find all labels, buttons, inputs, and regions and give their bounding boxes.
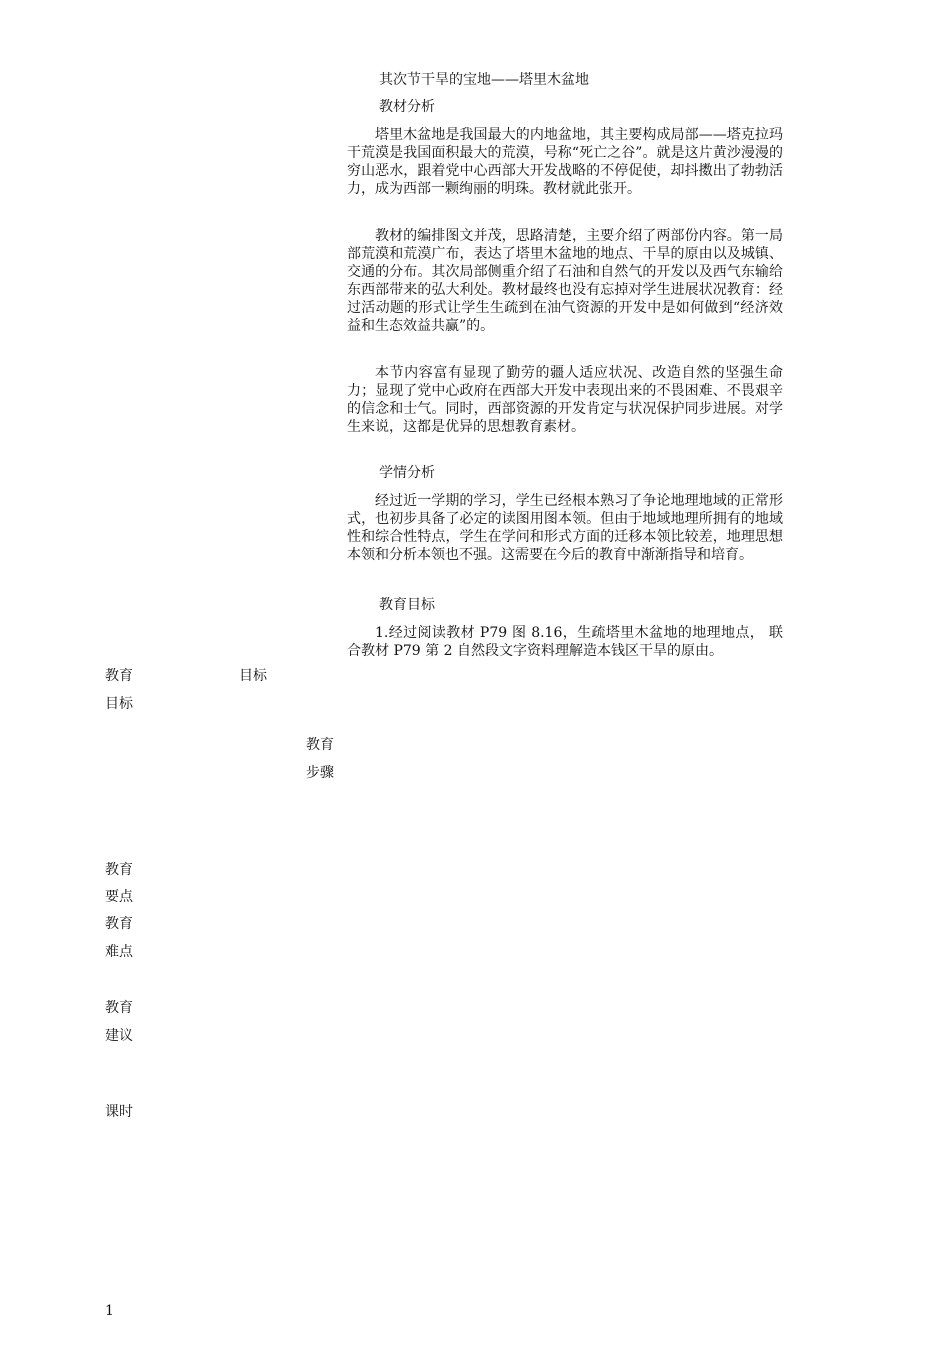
page-number: 1 [105, 1303, 114, 1319]
label-suggestion-2: 建议 [105, 1028, 133, 1044]
paragraph-textbook-structure [347, 227, 783, 335]
label-steps-1: 教育 [306, 737, 334, 753]
paragraph-text: 本节内容富有显现了勤劳的疆人适应状况、改造自然的坚强生命力；显现了党中心政府在西部大开发中表现出来的不畏困难、不畏艰辛的信念和士气。同时，西部资源的开发肯定与状况保护同步进展。对学生来说，这都是优异的思想教育素材。 [347, 365, 783, 435]
label-difficulty-2: 难点 [105, 944, 133, 960]
document-title: 其次节干旱的宝地——塔里木盆地 [379, 72, 589, 88]
label-goal-b: 目标 [105, 696, 133, 712]
paragraph-textbook-value [347, 364, 783, 436]
label-suggestion-1: 教育 [105, 1000, 133, 1016]
label-key-1: 教育 [105, 862, 133, 878]
paragraph-goal-1 [347, 624, 783, 660]
label-goal-a1: 教育 [105, 668, 133, 684]
label-key-2: 要点 [105, 889, 133, 905]
section-heading-teaching-goals: 教育目标 [379, 597, 435, 613]
paragraph-text: 经过近一学期的学习，学生已经根本熟习了争论地理地域的正常形式，也初步具备了必定的读图用图本领。但由于地域地理所拥有的地域性和综合性特点，学生在学问和形式方面的迁移本领比较差，地理思想本领和分析本领也不强。这需要在今后的教育中渐渐指导和培育。 [347, 493, 783, 563]
section-heading-student-analysis: 学情分析 [379, 465, 435, 481]
paragraph-text: 塔里木盆地是我国最大的内地盆地，其主要构成局部——塔克拉玛干荒漠是我国面积最大的荒漠，号称“死亡之谷”。就是这片黄沙漫漫的穷山恶水，跟着党中心西部大开发战略的不停促使，却抖擞出了勃勃活力，成为西部一颗绚丽的明珠。教材就此张开。 [347, 127, 783, 197]
paragraph-student-analysis [347, 492, 783, 564]
section-heading-textbook-analysis: 教材分析 [379, 99, 435, 115]
label-steps-2: 步骤 [306, 765, 334, 781]
label-goal-a2: 目标 [239, 668, 267, 684]
paragraph-text: 教材的编排图文并茂，思路清楚，主要介绍了两部份内容。第一局部荒漠和荒漠广布，表达了塔里木盆地的地点、干旱的原由以及城镇、交通的分布。其次局部侧重介绍了石油和自然气的开发以及西气东输给东西部带来的弘大利处。教材最终也没有忘掉对学生进展状况教育：经过活动题的形式让学生生疏到在油气资源的开发中是如何做到“经济效益和生态效益共赢”的。 [347, 228, 783, 334]
paragraph-text: 1.经过阅读教材 P79 图 8.16，生疏塔里木盆地的地理地点， 联合教材 P79 第 2 自然段文字资料理解造本钱区干旱的原由。 [347, 625, 783, 659]
paragraph-textbook-intro [347, 126, 783, 198]
label-class-hours: 课时 [105, 1104, 133, 1120]
label-difficulty-1: 教育 [105, 916, 133, 932]
